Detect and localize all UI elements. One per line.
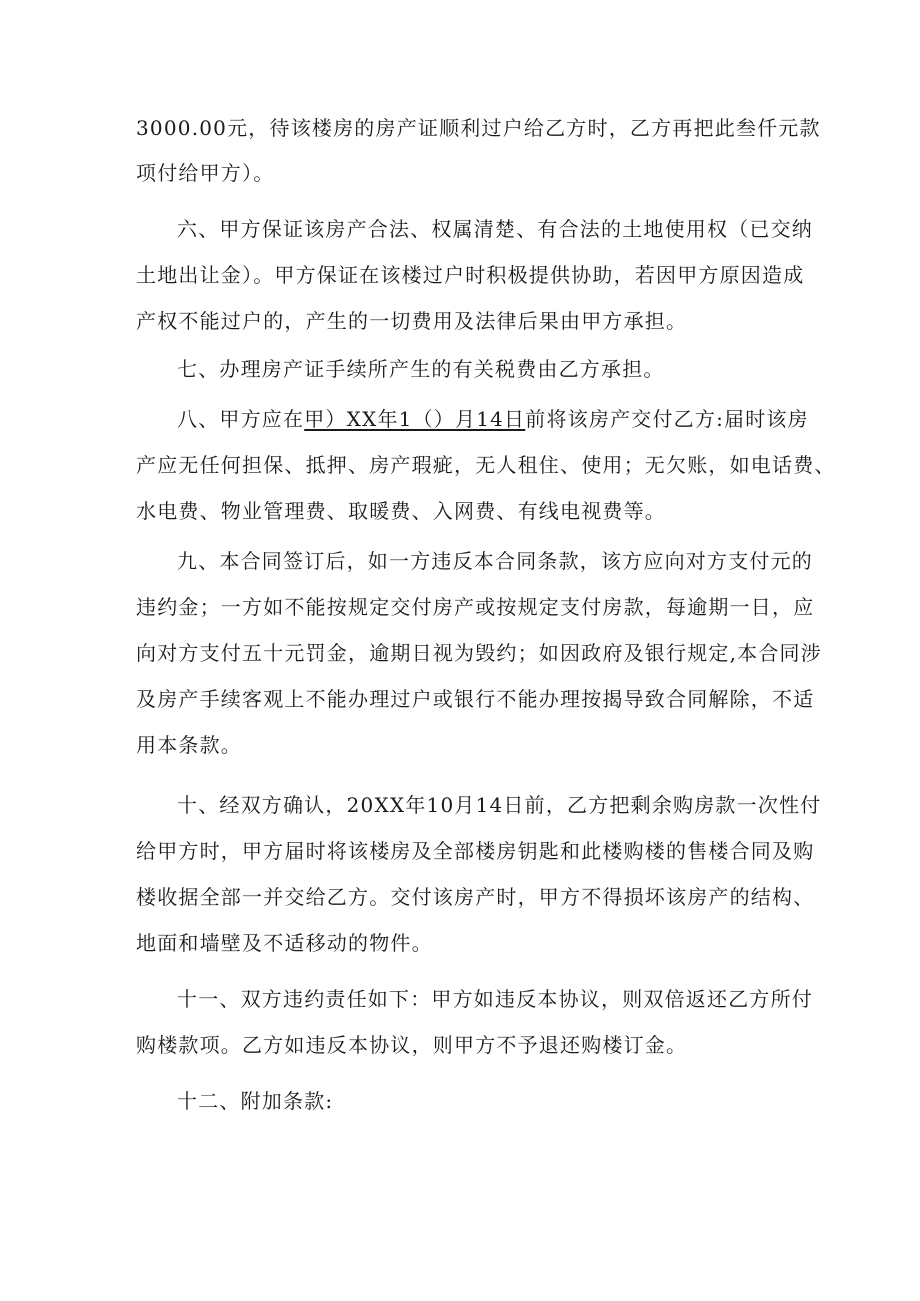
clause-8-tail: 前将该房产交付乙方:届时该房 — [525, 407, 809, 431]
text-line: 七、办理房产证手续所产生的有关税费由乙方承担。 — [177, 357, 665, 381]
clause-8-lead: 八、甲方应在 — [177, 407, 305, 431]
text-line: 十二、附加条款: — [177, 1089, 334, 1113]
text-line: 九、本合同签订后，如一方违反本合同条款，该方应向对方支付元的 — [177, 549, 813, 573]
clause-8-first-line — [177, 406, 809, 432]
text-line: 土地出让金）。甲方保证在该楼过户时积极提供协助，若因甲方原因造成 — [136, 263, 805, 287]
text-line: 产应无任何担保、抵押、房产瑕疵，无人租住、使用；无欠账，如电话费、 — [136, 453, 836, 477]
text-line: 3000.00元，待该楼房的房产证顺利过户给乙方时，乙方再把此叁仟元款 — [136, 116, 821, 140]
text-line: 及房产手续客观上不能办理过户或银行不能办理按揭导致合同解除，不适 — [136, 687, 815, 711]
underlined-date: 甲）XX年1（）月14日 — [304, 407, 526, 431]
text-line: 给甲方时，甲方届时将该楼房及全部楼房钥匙和此楼购楼的售楼合同及购 — [136, 839, 815, 863]
text-line: 六、甲方保证该房产合法、权属清楚、有合法的土地使用权（已交纳 — [177, 217, 813, 241]
text-line: 项付给甲方）。 — [136, 161, 275, 185]
text-line: 违约金；一方如不能按规定交付房产或按规定支付房款，每逾期一日，应 — [136, 595, 815, 619]
text-line: 十、经双方确认，20XX年10月14日前，乙方把剩余购房款一次性付 — [177, 793, 822, 817]
text-line: 产权不能过户的，产生的一切费用及法律后果由甲方承担。 — [136, 309, 688, 333]
text-line: 用本条款。 — [136, 733, 242, 757]
text-line: 向对方支付五十元罚金，逾期日视为毁约；如因政府及银行规定,本合同涉 — [136, 641, 822, 665]
text-line: 购楼款项。乙方如违反本协议，则甲方不予退还购楼订金。 — [136, 1033, 688, 1057]
text-line: 水电费、物业管理费、取暖费、入网费、有线电视费等。 — [136, 499, 666, 523]
text-line: 十一、双方违约责任如下：甲方如违反本协议，则双倍返还乙方所付 — [177, 987, 813, 1011]
text-line: 楼收据全部一并交给乙方。交付该房产时，甲方不得损坏该房产的结构、 — [136, 885, 815, 909]
text-line: 地面和墙壁及不适移动的物件。 — [136, 931, 433, 955]
